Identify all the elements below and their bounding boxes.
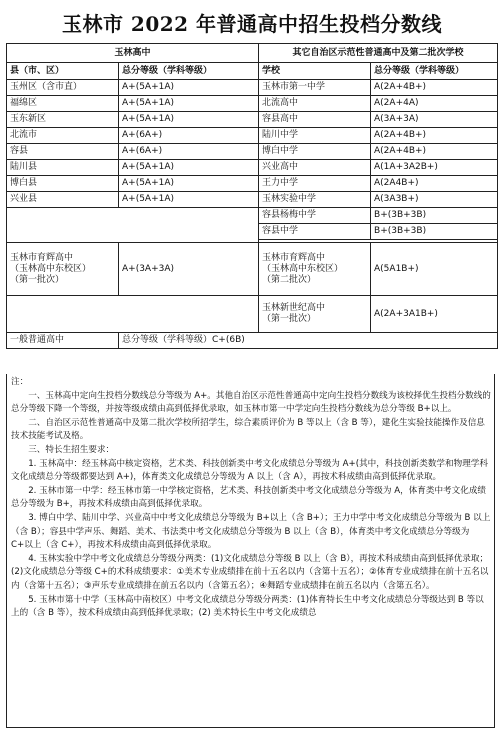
school-cell: 陆川中学 — [259, 128, 371, 144]
school-cell: 北流高中 — [259, 96, 371, 112]
empty-cell — [7, 208, 259, 243]
table-row — [7, 176, 498, 192]
grade-cell: B+(3B+3B) — [371, 224, 498, 240]
note-paragraph: 4. 玉林实验中学中考文化成绩总分等级分两类：(1)文化成绩总分等级 B 以上（含 B），再按术科成绩由高到低择优录取；(2)文化成绩总分等级 C+的术科成绩要求：①美术专业成绩排在前十五名以内（含第十五名）；②体育专业成绩排在前十五名以内（含第十五名）；③声乐专业成绩排在前五名以内（含第五名）；④舞蹈专业成绩排在前五名以内（含第五名）。 — [11, 553, 489, 591]
section-other-schools: 其它自治区示范性普通高中及第二批次学校 — [259, 44, 498, 63]
school-cell: 容县杨梅中学 — [259, 208, 371, 224]
county-cell: 福绵区 — [7, 96, 119, 112]
county-cell: 北流市 — [7, 128, 119, 144]
county-cell: 博白县 — [7, 176, 119, 192]
table-row — [7, 128, 498, 144]
grade-cell: A+(5A+1A) — [119, 192, 259, 208]
table-row-xinshiji — [7, 296, 498, 333]
xinshiji-name-line2: （第一批次） — [262, 314, 317, 324]
section-header-row — [7, 44, 498, 63]
grade-cell-yuhui: A+(3A+3A) — [119, 243, 259, 296]
grade-cell: A+(5A+1A) — [119, 160, 259, 176]
yuhui2-name-line1: 玉林市育辉高中 — [262, 252, 326, 263]
table-row — [7, 144, 498, 160]
table-row — [7, 112, 498, 128]
school-cell: 玉林实验中学 — [259, 192, 371, 208]
col-county: 县（市、区） — [7, 63, 119, 80]
table-row — [7, 208, 498, 224]
grade-cell: A(3A3B+) — [371, 192, 498, 208]
grade-cell: A(2A4B+) — [371, 176, 498, 192]
county-cell: 兴业县 — [7, 192, 119, 208]
grade-cell: A+(5A+1A) — [119, 176, 259, 192]
county-cell: 玉州区（含市直） — [7, 80, 119, 96]
grade-cell: B+(3B+3B) — [371, 208, 498, 224]
note-paragraph: 1. 玉林高中：经玉林高中核定资格，艺术类、科技创新类中考文化成绩总分等级为 A+(其中，科技创新类数学和物理学科文化成绩总分等级都要达到 A+)，体育类文化成绩总分等级为 A 以上（含 A），再按术科成绩由高到低择优录取。 — [11, 458, 488, 483]
grade-cell: A(2A+4B+) — [371, 128, 498, 144]
section-yulin-high: 玉林高中 — [7, 44, 259, 63]
grade-cell-yuhui2: A(5A1B+) — [371, 243, 498, 296]
grade-cell: A(1A+3A2B+) — [371, 160, 498, 176]
grade-cell: A+(6A+) — [119, 128, 259, 144]
school-cell-yuhui2 — [259, 243, 371, 296]
col-school: 学校 — [259, 63, 371, 80]
school-cell-xinshiji — [259, 296, 371, 333]
county-cell: 陆川县 — [7, 160, 119, 176]
general-value: 总分等级（学科等级）C+(6B) — [119, 333, 498, 349]
score-table — [6, 43, 498, 349]
general-label: 一般普通高中 — [7, 333, 119, 349]
grade-cell: A(2A+4A) — [371, 96, 498, 112]
empty-cell — [7, 296, 259, 333]
note-paragraph: 2. 玉林市第一中学：经玉林市第一中学核定资格，艺术类、科技创新类中考文化成绩总分等级为 A，体育类中考文化成绩总分等级为 B+，再按术科成绩由高到低择优录取。 — [11, 485, 487, 510]
notes-label: 注： — [11, 377, 29, 387]
school-cell: 博白中学 — [259, 144, 371, 160]
note-paragraph: 二、自治区示范性普通高中及第二批次学校所招学生，综合素质评价为 B 等以上（含 B 等），建化生实验技能操作及信息技术技能考试及格。 — [11, 417, 485, 442]
grade-cell: A+(5A+1A) — [119, 80, 259, 96]
grade-cell: A(2A+4B+) — [371, 144, 498, 160]
column-header-row — [7, 63, 498, 80]
yuhui2-name-line3: （第二批次） — [262, 274, 317, 285]
grade-cell: A(2A+4B+) — [371, 80, 498, 96]
table-row — [7, 80, 498, 96]
yuhui-name-line2: （玉林高中东校区） — [10, 263, 92, 274]
school-cell: 容县高中 — [259, 112, 371, 128]
table-row-general — [7, 333, 498, 349]
table-row — [7, 192, 498, 208]
grade-cell: A+(5A+1A) — [119, 112, 259, 128]
yuhui-name-line3: （第一批次） — [10, 274, 65, 285]
grade-cell: A+(6A+) — [119, 144, 259, 160]
table-row — [7, 160, 498, 176]
county-cell: 容县 — [7, 144, 119, 160]
col-grade-right: 总分等级（学科等级） — [371, 63, 498, 80]
note-paragraph: 三、特长生招生要求： — [28, 444, 115, 455]
table-row — [7, 96, 498, 112]
school-cell: 容县中学 — [259, 224, 371, 240]
school-cell-yuhui — [7, 243, 119, 296]
xinshiji-name-line1: 玉林新世纪高中 — [262, 303, 326, 313]
table-row-yuhui — [7, 243, 498, 296]
notes-section — [6, 374, 495, 728]
note-paragraph: 3. 博白中学、陆川中学、兴业高中中考文化成绩总分等级为 B+以上（含 B+）；王力中学中考文化成绩总分等级为 B 以上（含 B）；容县中学声乐、舞蹈、美术、书法类中考文化成绩总分等级为 B 以上（含 B），体育类中考文化成绩总分等级为 C+以上（含 C+），再按术科成绩由高到低择优录取。 — [11, 512, 491, 551]
col-grade-left: 总分等级（学科等级） — [119, 63, 259, 80]
grade-cell: A+(5A+1A) — [119, 96, 259, 112]
school-cell: 王力中学 — [259, 176, 371, 192]
yuhui2-name-line2: （玉林高中东校区） — [262, 263, 344, 274]
note-paragraph: 5. 玉林市第十中学（玉林高中南校区）中考文化成绩总分等级分两类：(1)体育特长生中考文化成绩总分等级达到 B 等以上的（含 B 等），按术科成绩由高到低择优录取；(2) 美术特长生中考文化成绩总 — [11, 594, 484, 619]
school-cell: 兴业高中 — [259, 160, 371, 176]
school-cell: 玉林市第一中学 — [259, 80, 371, 96]
yuhui-name-line1: 玉林市育辉高中 — [10, 252, 74, 263]
grade-cell-xinshiji: A(2A+3A1B+) — [371, 296, 498, 333]
page-title: 玉林市 2022 年普通高中招生投档分数线 — [61, 12, 443, 36]
grade-cell: A(3A+3A) — [371, 112, 498, 128]
county-cell: 玉东新区 — [7, 112, 119, 128]
note-paragraph: 一、玉林高中定向生投档分数线总分等级为 A+。其他自治区示范性普通高中定向生投档分数线为该校择优生投档分数线的总分等级下降一个等级，并按等级成绩由高到低择优录取，如玉林市第一中学定向生投档分数线为总分等级 B+以上。 — [11, 390, 491, 415]
